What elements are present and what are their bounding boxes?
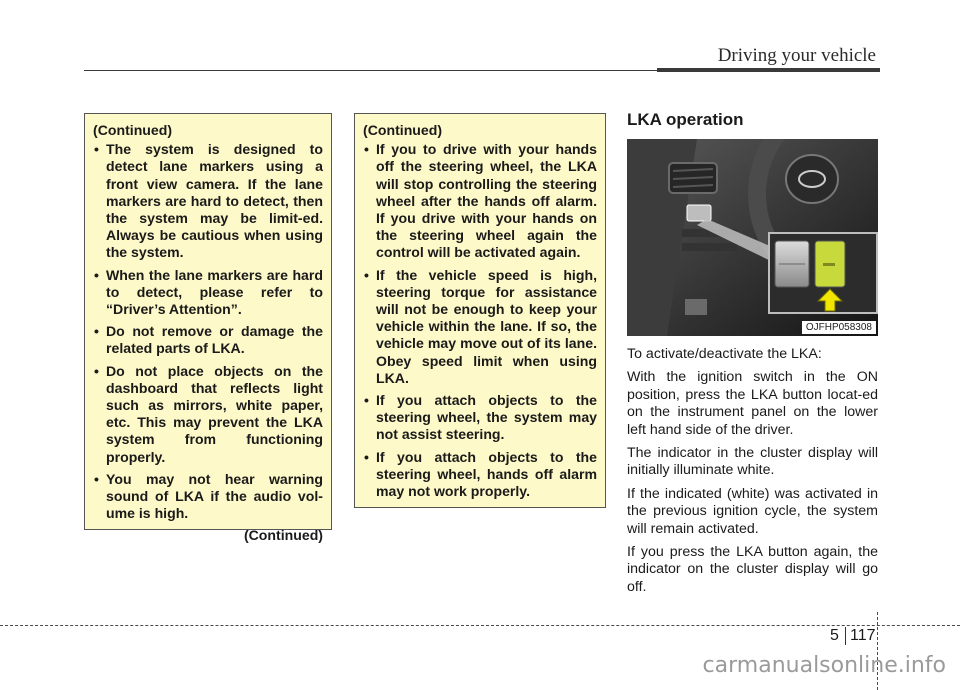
chapter-number: 5 bbox=[830, 627, 839, 644]
paragraph: If the indicated (white) was activated in the previous ignition cycle, the system will remain activated. bbox=[627, 485, 878, 537]
warning-item: • If you attach objects to the steering wheel, the system may not assist steering. bbox=[363, 392, 597, 444]
continued-label: (Continued) bbox=[93, 122, 173, 138]
warning-item: • Do not place objects on the dashboard that reflects light such as mirrors, white paper, etc. This may prevent the LKA system from functioning properly. bbox=[93, 363, 323, 466]
lka-button-photo bbox=[627, 139, 878, 336]
watermark: carmanualsonline.info bbox=[702, 653, 946, 678]
warning-box-left bbox=[84, 113, 332, 544]
page-number: 117 bbox=[850, 627, 876, 644]
header-rule-accent bbox=[657, 68, 880, 72]
warning-item: • You may not hear warning sound of LKA if the audio vol-ume is high. bbox=[93, 471, 323, 523]
warning-item: • Do not remove or damage the related parts of LKA. bbox=[93, 323, 323, 357]
warning-item: • The system is designed to detect lane markers using a front view camera. If the lane markers are hard to detect, then the system may be limit-ed. Always be cautious when using the system. bbox=[93, 141, 323, 261]
paragraph: With the ignition switch in the ON position, press the LKA button locat-ed on the instrument panel on the lower left hand side of the driver. bbox=[627, 369, 878, 438]
section-title: Driving your vehicle bbox=[717, 45, 876, 66]
paragraph: The indicator in the cluster display will initially illuminate white. bbox=[627, 445, 878, 479]
warning-item: • When the lane markers are hard to detect, please refer to “Driver’s Attention”. bbox=[93, 267, 323, 319]
page-separator bbox=[845, 627, 846, 645]
paragraph: To activate/deactivate the LKA: bbox=[627, 346, 822, 362]
footer-divider bbox=[877, 612, 878, 690]
continued-label: (Continued) bbox=[363, 122, 443, 138]
warning-item: • If you attach objects to the steering wheel, hands off alarm may not work properly. bbox=[363, 449, 597, 501]
lka-instructions bbox=[627, 346, 878, 602]
continued-label-end: (Continued) bbox=[243, 527, 323, 544]
dashboard-illustration bbox=[627, 139, 878, 336]
warning-item: • If the vehicle speed is high, steering torque for assistance will not be enough to keep your vehicle within the lane. If so, the vehicle may move out of its lane. Obey speed limit when using LKA. bbox=[363, 267, 597, 387]
warning-list bbox=[93, 141, 323, 522]
lka-operation-heading: LKA operation bbox=[627, 110, 744, 129]
paragraph: If you press the LKA button again, the indicator on the cluster display will go off. bbox=[627, 544, 878, 595]
warning-box-right bbox=[354, 113, 606, 508]
warning-item: • If you to drive with your hands off the steering wheel, the LKA will stop controlling the steering wheel after the hands off alarm. If you drive with your hands on the steering wheel again the control will be activated again. bbox=[363, 141, 597, 261]
footer-rule bbox=[0, 625, 960, 626]
warning-list bbox=[363, 141, 597, 500]
figure-code: OJFHP058308 bbox=[802, 321, 876, 334]
